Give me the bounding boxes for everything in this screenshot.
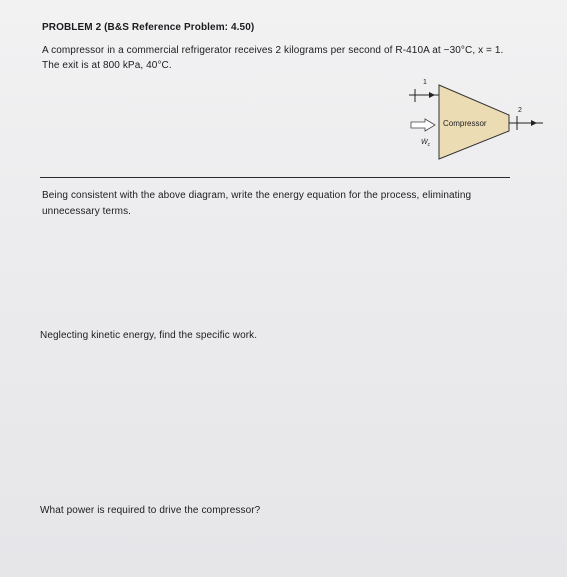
outlet-label: 2: [518, 107, 522, 114]
outlet-arrow-icon: [531, 120, 537, 126]
inlet-arrow-icon: [429, 92, 435, 98]
work-label: $Ẇ_c$: [421, 139, 431, 148]
problem-statement-line2: The exit is at 800 kPa, 40°C.: [42, 60, 172, 71]
compressor-label: Compressor: [443, 119, 487, 128]
question-1-line2: unnecessary terms.: [42, 206, 132, 217]
problem-heading: PROBLEM 2 (B&S Reference Problem: 4.50): [42, 22, 255, 33]
question-2: Neglecting kinetic energy, find the specific work.: [40, 330, 258, 341]
question-1-line1: Being consistent with the above diagram, write the energy equation for the process, eliminating: [42, 190, 472, 201]
work-input-arrow-icon: [411, 119, 435, 131]
question-3: What power is required to drive the compressor?: [40, 505, 261, 516]
inlet-label: 1: [423, 79, 427, 86]
problem-statement-line1: A compressor in a commercial refrigerator receives 2 kilograms per second of R-410A at −30°C, x = 1.: [42, 45, 504, 56]
section-divider: [40, 177, 510, 178]
compressor-diagram: [395, 75, 545, 165]
